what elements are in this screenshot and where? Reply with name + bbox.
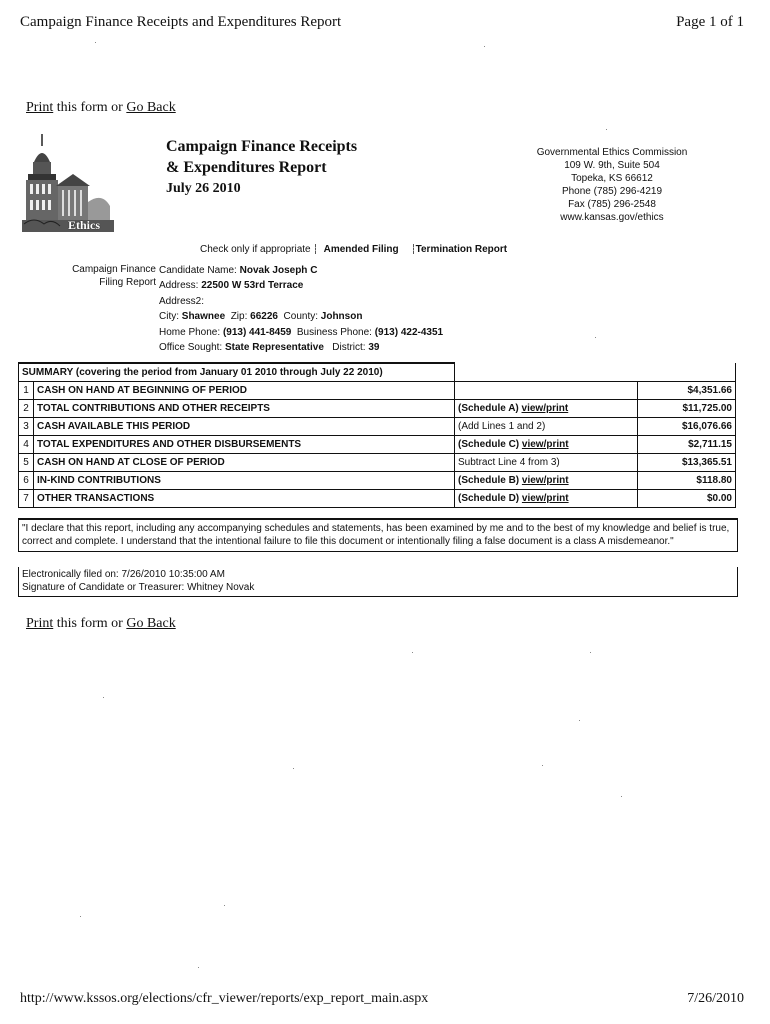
summary-heading-row [19,363,736,382]
check-prompt: Check only if appropriate [200,244,311,255]
candidate-info [159,263,443,355]
row-schedule [455,490,638,508]
go-back-link[interactable]: Go Back [126,100,176,115]
row-description: TOTAL EXPENDITURES AND OTHER DISBURSEMENTS [34,436,455,454]
table-row [19,490,736,508]
row-schedule-text: (Schedule B) [458,475,522,486]
row-number: 7 [19,490,34,508]
commission-city: Topeka, KS 66612 [571,173,653,184]
row-amount: $0.00 [638,490,736,508]
print-footer-date: 7/26/2010 [687,991,744,1006]
links-separator-bottom: this form or [53,616,127,631]
summary-table [18,362,736,508]
commission-name: Governmental Ethics Commission [536,147,688,158]
report-title-line1: Campaign Finance Receipts [166,138,358,155]
table-row [19,436,736,454]
phone-row [159,325,443,340]
print-footer-url: http://www.kssos.org/elections/cfr_viewer/reports/exp_report_main.aspx [20,991,429,1006]
filing-type-checks [200,244,507,255]
address-row [159,278,443,293]
row-schedule-text: (Schedule A) [458,403,522,414]
office-value: State Representative [224,342,324,354]
logo-caption: Ethics [68,218,101,232]
row-amount: $13,365.51 [638,454,736,472]
table-row [19,400,736,418]
row-number: 6 [19,472,34,490]
business-phone-label: Business Phone: [296,326,375,338]
table-row [19,454,736,472]
county-value: Johnson [320,311,363,323]
row-schedule-text: Subtract Line 4 from 3) [458,457,560,468]
address2-row [159,294,443,309]
table-row [19,418,736,436]
row-amount: $4,351.66 [638,382,736,400]
row-schedule [455,472,638,490]
district-label: District: [332,342,369,354]
amended-label: Amended Filing [323,244,399,255]
ethics-capitol-logo [22,132,114,236]
links-separator: this form or [53,100,127,115]
row-number: 5 [19,454,34,472]
commission-phone: Phone (785) 296-4219 [561,186,663,197]
row-description: TOTAL CONTRIBUTIONS AND OTHER RECEIPTS [34,400,455,418]
city-value: Shawnee [181,311,226,323]
row-schedule [455,400,638,418]
zip-value: 66226 [250,311,278,323]
print-link[interactable]: Print [26,100,54,115]
city-label: City: [159,311,182,323]
schedule-c-view-print-link[interactable]: view/print [521,439,569,450]
report-title-line2: & Expenditures Report [166,159,327,176]
row-number: 3 [19,418,34,436]
schedule-b-view-print-link[interactable]: view/print [521,475,569,486]
row-schedule [455,418,638,436]
print-link-bottom[interactable]: Print [26,616,54,631]
candidate-name-row [159,263,443,278]
row-amount: $11,725.00 [638,400,736,418]
signature-line: Signature of Candidate or Treasurer: Whitney Novak [22,581,255,593]
filed-on-line: Electronically filed on: 7/26/2010 10:35:00 AM [22,569,225,580]
row-schedule-text: (Schedule D) [458,493,522,504]
district-value: 39 [368,342,380,354]
office-row [159,340,443,355]
filing-signature-block [18,567,738,597]
table-row [19,472,736,490]
filing-label-line1: Campaign Finance [72,264,156,275]
termination-checkbox[interactable] [413,244,414,254]
termination-label: Termination Report [415,244,508,255]
schedule-d-view-print-link[interactable]: view/print [521,493,569,504]
home-phone-value: (913) 441-8459 [222,326,292,338]
address2-label: Address2: [159,295,205,307]
home-phone-label: Home Phone: [159,326,223,338]
zip-label: Zip: [230,311,251,323]
table-row [19,382,736,400]
row-description: IN-KIND CONTRIBUTIONS [34,472,455,490]
address-label: Address: [159,280,202,292]
row-schedule [455,436,638,454]
row-schedule [455,454,638,472]
city-row [159,309,443,324]
declaration-text: "I declare that this report, including any accompanying schedules and statements, has been examined by me and to the best of my knowledge and belief is true, correct and complete. I understand that the intentional failure to file this document or intentionally filing a false document is a class A misdemeanor." [18,518,738,552]
row-amount: $2,711.15 [638,436,736,454]
row-schedule-text: (Schedule C) [458,439,522,450]
go-back-link-bottom[interactable]: Go Back [126,616,176,631]
report-heading [166,136,357,199]
row-description: OTHER TRANSACTIONS [34,490,455,508]
address-value: 22500 W 53rd Terrace [201,280,304,292]
row-amount: $16,076.66 [638,418,736,436]
row-number: 1 [19,382,34,400]
row-description: CASH ON HAND AT CLOSE OF PERIOD [34,454,455,472]
print-header-page: Page 1 of 1 [676,14,744,30]
row-amount: $118.80 [638,472,736,490]
candidate-name-value: Novak Joseph C [239,265,318,276]
filing-report-label [58,263,156,289]
office-label: Office Sought: [159,342,225,354]
business-phone-value: (913) 422-4351 [374,326,444,338]
row-schedule-text: (Add Lines 1 and 2) [458,421,546,432]
row-schedule [455,382,638,400]
row-number: 2 [19,400,34,418]
row-number: 4 [19,436,34,454]
top-links [26,100,176,116]
amended-checkbox[interactable] [315,244,316,254]
candidate-name-label: Candidate Name: [159,265,240,276]
row-description: CASH ON HAND AT BEGINNING OF PERIOD [34,382,455,400]
commission-fax: Fax (785) 296-2548 [568,199,656,210]
summary-heading: SUMMARY (covering the period from January 01 2010 through July 22 2010) [19,363,455,382]
county-label: County: [283,311,321,323]
row-description: CASH AVAILABLE THIS PERIOD [34,418,455,436]
print-header-title: Campaign Finance Receipts and Expenditures Report [20,14,342,30]
commission-street: 109 W. 9th, Suite 504 [564,160,660,171]
report-date: July 26 2010 [166,181,241,196]
commission-address [494,146,730,224]
commission-web: www.kansas.gov/ethics [560,212,664,223]
filing-label-line2: Filing Report [99,277,156,288]
bottom-links [26,616,176,632]
schedule-a-view-print-link[interactable]: view/print [521,403,569,414]
